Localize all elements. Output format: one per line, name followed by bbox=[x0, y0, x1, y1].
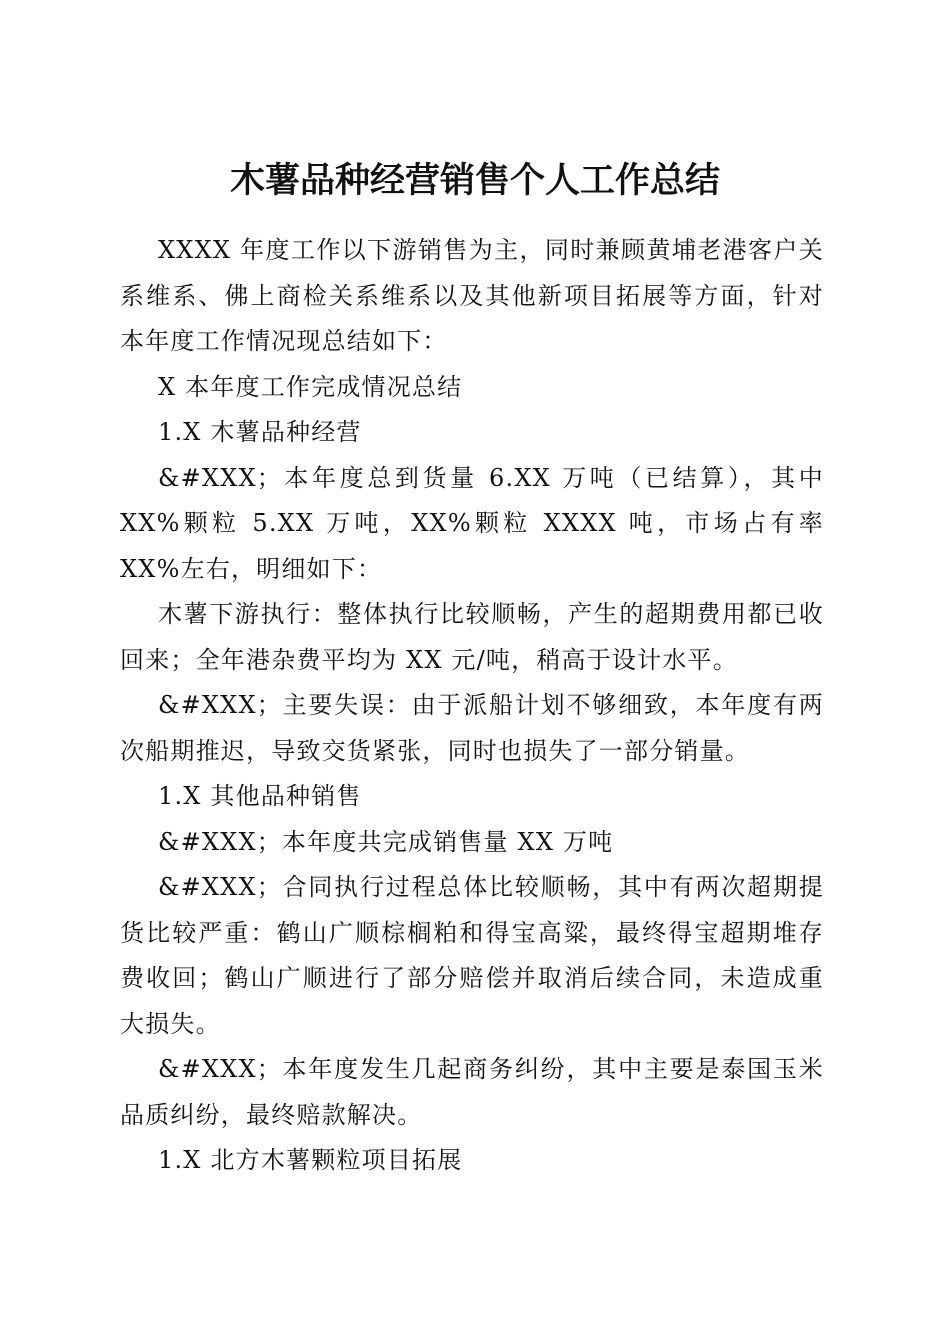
intro-paragraph: XXXX 年度工作以下游销售为主，同时兼顾黄埔老港客户关系维系、佛上商检关系维系以及其他新项目拓展等方面，针对本年度工作情况现总结如下： bbox=[120, 236, 824, 355]
body-paragraph: &#XXX；本年度总到货量 6.XX 万吨（已结算），其中 XX%颗粒 5.XX 万吨，XX%颗粒 XXXX 吨，市场占有率 XX%左右，明细如下： bbox=[120, 463, 824, 583]
body-paragraph: &#XXX；本年度发生几起商务纠纷，其中主要是泰国玉米品质纠纷，最终赔款解决。 bbox=[120, 1055, 824, 1129]
document-body bbox=[120, 228, 824, 1184]
subsection-heading: 1.X 北方木薯颗粒项目拓展 bbox=[158, 1146, 463, 1174]
section-heading: X 本年度工作完成情况总结 bbox=[158, 372, 463, 401]
body-paragraph: &#XXX；合同执行过程总体比较顺畅，其中有两次超期提货比较严重：鹤山广顺棕榈粕和得宝高粱，最终得宝超期堆存费收回；鹤山广顺进行了部分赔偿并取消后续合同，未造成重大损失。 bbox=[120, 873, 824, 1038]
subsection-heading: 1.X 其他品种销售 bbox=[158, 782, 362, 810]
subsection-heading: 1.X 木薯品种经营 bbox=[158, 418, 362, 446]
body-paragraph: 木薯下游执行：整体执行比较顺畅，产生的超期费用都已收回来；全年港杂费平均为 XX 元/吨，稍高于设计水平。 bbox=[120, 600, 824, 674]
body-paragraph: &#XXX；本年度共完成销售量 XX 万吨 bbox=[158, 827, 614, 856]
document-title: 木薯品种经营销售个人工作总结 bbox=[229, 160, 720, 202]
body-paragraph: &#XXX；主要失误：由于派船计划不够细致，本年度有两次船期推迟，导致交货紧张，同时也损失了一部分销量。 bbox=[120, 691, 824, 765]
